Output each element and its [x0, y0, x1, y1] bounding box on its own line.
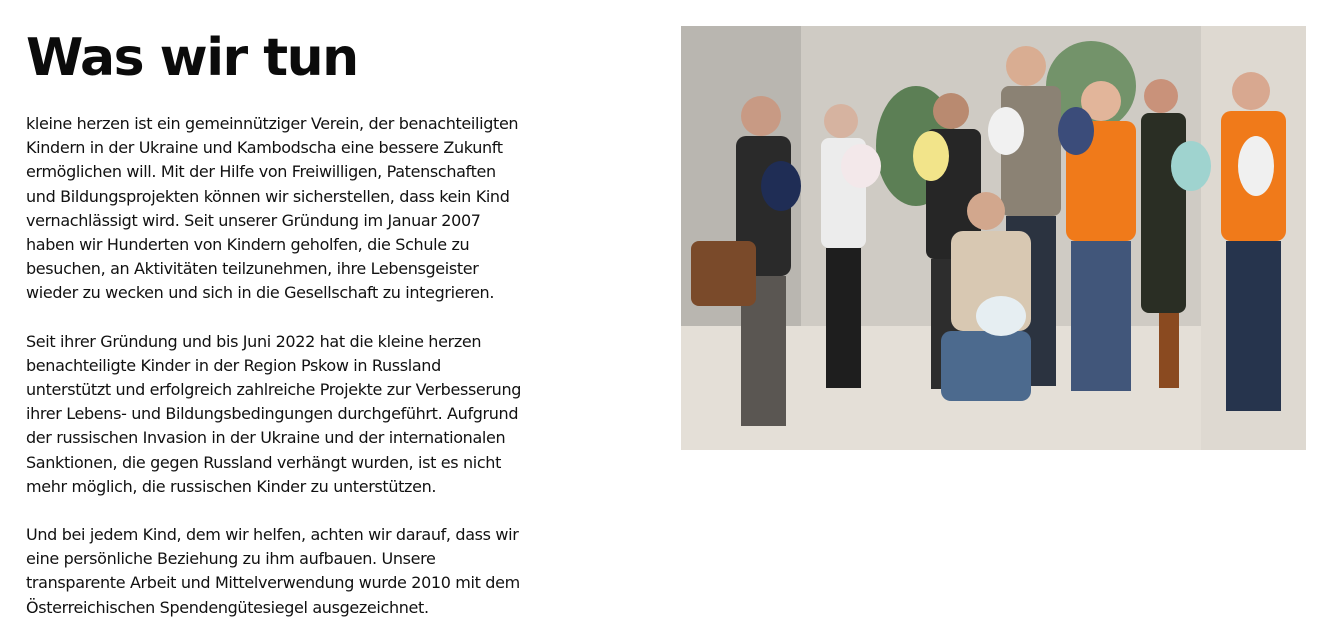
group-photo — [681, 26, 1306, 450]
paragraph-history: Seit ihrer Gründung und bis Juni 2022 hat die kleine herzen benachteiligte Kinder in der Region Pskow in Russland unterstützt und erfolgreich zahlreiche Projekte zur Verbesserung ihrer Lebens- und Bildungsbedingungen durchgeführt. Aufgrund der russischen Invasion in der Ukraine und der internationalen Sanktionen, die gegen Russland verhängt wurden, ist es nicht mehr möglich, die russischen Kinder zu unterstützen. — [26, 331, 522, 496]
paragraph-mission: kleine herzen ist ein gemeinnütziger Verein, der benachteiligten Kindern in der Ukraine und Kambodscha eine bessere Zukunft ermöglichen will. Mit der Hilfe von Freiwilligen, Patenschaften und Bildungsprojekten können wir sicherstellen, dass kein Kind vernachlässigt wird. Seit unserer Gründung im Januar 2007 haben wir Hunderten von Kindern geholfen, die Schule zu besuchen, an Aktivitäten teilzunehmen, ihre Lebensgeister wieder zu wecken und sich in die Gesellschaft zu integrieren. — [26, 114, 519, 303]
paragraph-transparency: Und bei jedem Kind, dem wir helfen, achten wir darauf, dass wir eine persönliche Beziehung zu ihm aufbauen. Unsere transparente Arbeit und Mittelverwendung wurde 2010 mit dem Österreichischen Spendengütesiegel ausgezeichnet. — [26, 525, 520, 617]
section-title: Was wir tun — [26, 28, 358, 88]
content-column — [26, 26, 546, 620]
